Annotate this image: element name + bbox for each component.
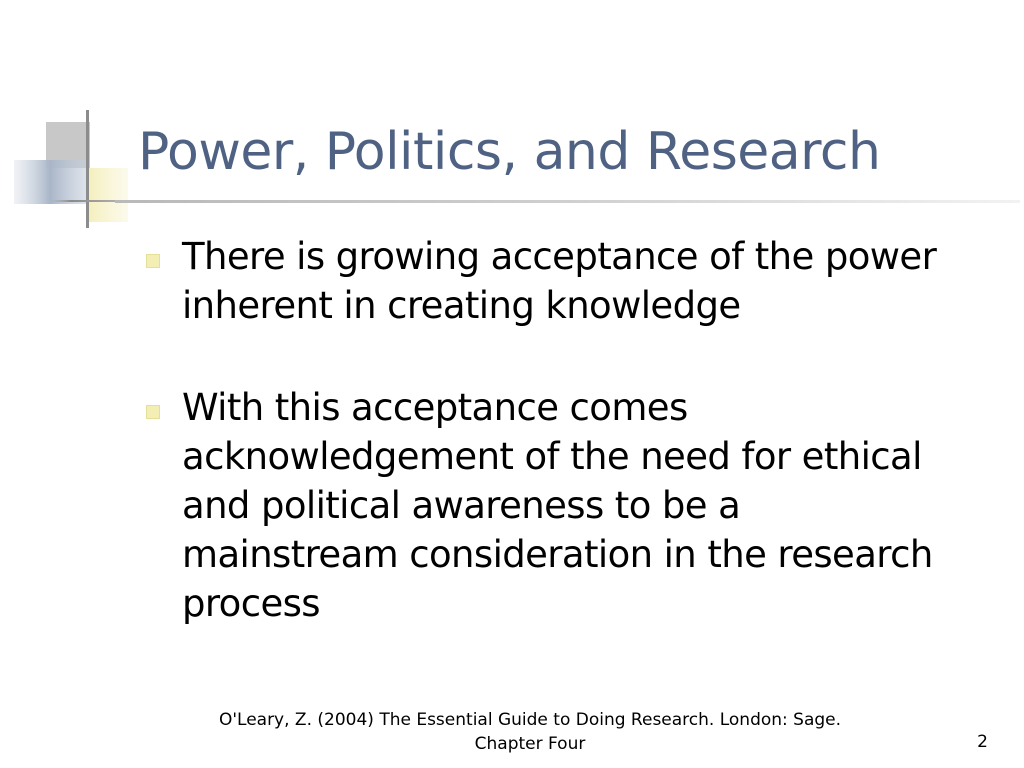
bullet-text: There is growing acceptance of the power inherent in creating knowledge <box>182 235 937 327</box>
bullet-text: With this acceptance comes acknowledgement of the need for ethical and political awareness to be a mainstream consideration in the research process <box>182 386 933 625</box>
bullet-list <box>144 232 964 681</box>
bullet-item <box>144 232 964 330</box>
title-divider <box>115 200 1020 203</box>
slide-footer <box>190 708 870 756</box>
square-bullet-icon <box>146 405 160 419</box>
slide-title: Power, Politics, and Research <box>138 122 881 182</box>
page-number: 2 <box>977 732 988 752</box>
corner-decoration-icon <box>0 0 160 240</box>
square-bullet-icon <box>146 254 160 268</box>
bullet-item <box>144 383 964 628</box>
footer-chapter: Chapter Four <box>474 734 586 754</box>
footer-citation: O'Leary, Z. (2004) The Essential Guide to Doing Research. London: Sage. <box>218 710 842 730</box>
